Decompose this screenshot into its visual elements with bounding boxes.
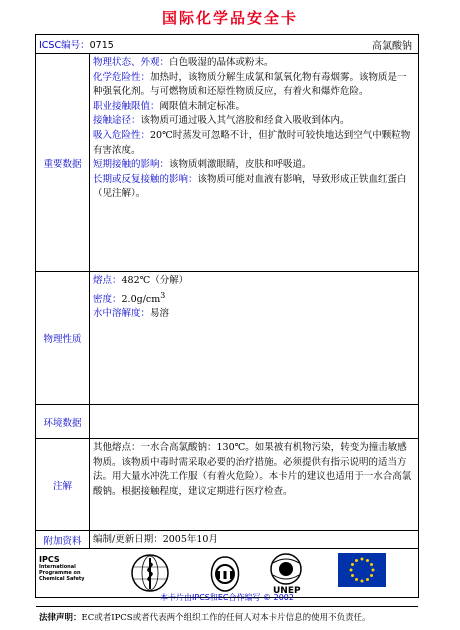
hazard-item: 短期接触的影响：该物质刺激眼睛，皮肤和呼吸道。 <box>93 159 312 171</box>
eu-star-icon <box>355 559 358 562</box>
eu-star-icon <box>370 574 373 577</box>
ipcs-logo: IPCS International Programme on Chemical Safety <box>39 555 85 582</box>
physical-section <box>36 272 418 405</box>
hazard-item: 接触途径：该物质可通过吸入其气溶胶和经食入吸收到体内。 <box>93 115 350 127</box>
extra-label: 附加资料 <box>36 531 90 548</box>
physical-content <box>90 272 418 404</box>
eu-star-icon <box>361 580 364 583</box>
extra-section <box>36 531 418 549</box>
environment-content <box>90 405 418 438</box>
eu-star-icon <box>370 563 373 566</box>
who-emblem-icon <box>130 553 170 593</box>
hazard-item: 长期或反复接触的影响：该物质可能对血液有影响，导致形成正铁血红蛋白（见注解）。 <box>93 173 407 200</box>
ilo-emblem-icon <box>204 553 246 595</box>
legal-section <box>36 607 418 627</box>
notes-label: 注解 <box>36 439 90 530</box>
hazard-item: 吸入危险性：20℃时蒸发可忽略不计，但扩散时可较快地达到空气中颗粒物有害浓度。 <box>93 129 411 156</box>
icsc-label: ICSC编号： <box>39 40 90 51</box>
chemical-name: 高氯酸钠 <box>372 41 412 52</box>
eu-star-icon <box>351 574 354 577</box>
hazard-content <box>90 54 418 271</box>
eu-star-icon <box>372 569 375 572</box>
hazard-label: 重要数据 <box>36 54 90 271</box>
logo-footer: 本卡片由IPCS和EC合作编写 © 2002 <box>160 593 294 602</box>
melting-point: 熔点：482℃（分解） <box>93 275 189 286</box>
hazard-item: 物理状态、外观：白色吸湿的晶体或粉末。 <box>93 57 274 68</box>
hazard-item: 职业接触限值：阈限值未制定标准。 <box>93 100 246 112</box>
environment-label: 环境数据 <box>36 405 90 438</box>
eu-star-icon <box>366 578 369 581</box>
notes-section <box>36 439 418 531</box>
water-solubility: 水中溶解度：易溶 <box>93 308 170 320</box>
physical-label: 物理性质 <box>36 272 90 404</box>
logo-strip <box>36 549 418 607</box>
eu-star-icon <box>351 563 354 566</box>
icsc-number: 0715 <box>89 40 114 51</box>
eu-star-icon <box>350 569 353 572</box>
legal-notice: 法律声明：EC或者IPCS或者代表两个组织工作的任何人对本卡片信息的使用不负责任。 <box>39 613 371 623</box>
eu-star-icon <box>355 578 358 581</box>
unep-emblem-icon <box>266 553 306 587</box>
hazard-section <box>36 54 418 272</box>
density: 密度：$2.0g/cm^3$ <box>93 290 166 305</box>
environment-section <box>36 405 418 439</box>
card-title: 国际化学品安全卡 <box>161 9 298 27</box>
eu-star-icon <box>361 558 364 561</box>
notes-content: 其他熔点：一水合高氯酸钠：130℃。如果被有机物污染，转变为撞击敏感物质。该物质中毒时需采取必要的治疗措施。必须提供有指示说明的适当方法。用大量水冲洗工作服（有着火危险）。本卡片的建议也适用于一水合高氯酸钠。根据接触程度，建议定期进行医疗检查。 <box>93 442 412 497</box>
hazard-item: 化学危险性：加热时，该物质分解生成氯和氯氧化物有毒烟雾。该物质是一种强氧化剂。与可燃物质和还原性物质反应，有着火和爆炸危险。 <box>93 71 407 98</box>
safety-card <box>35 34 419 623</box>
eu-star-icon <box>366 559 369 562</box>
card-header <box>36 35 418 54</box>
unep-label: UNEP <box>273 586 301 596</box>
eu-flag-icon <box>338 553 386 587</box>
extra-content: 编制/更新日期：2005年10月 <box>93 534 218 545</box>
